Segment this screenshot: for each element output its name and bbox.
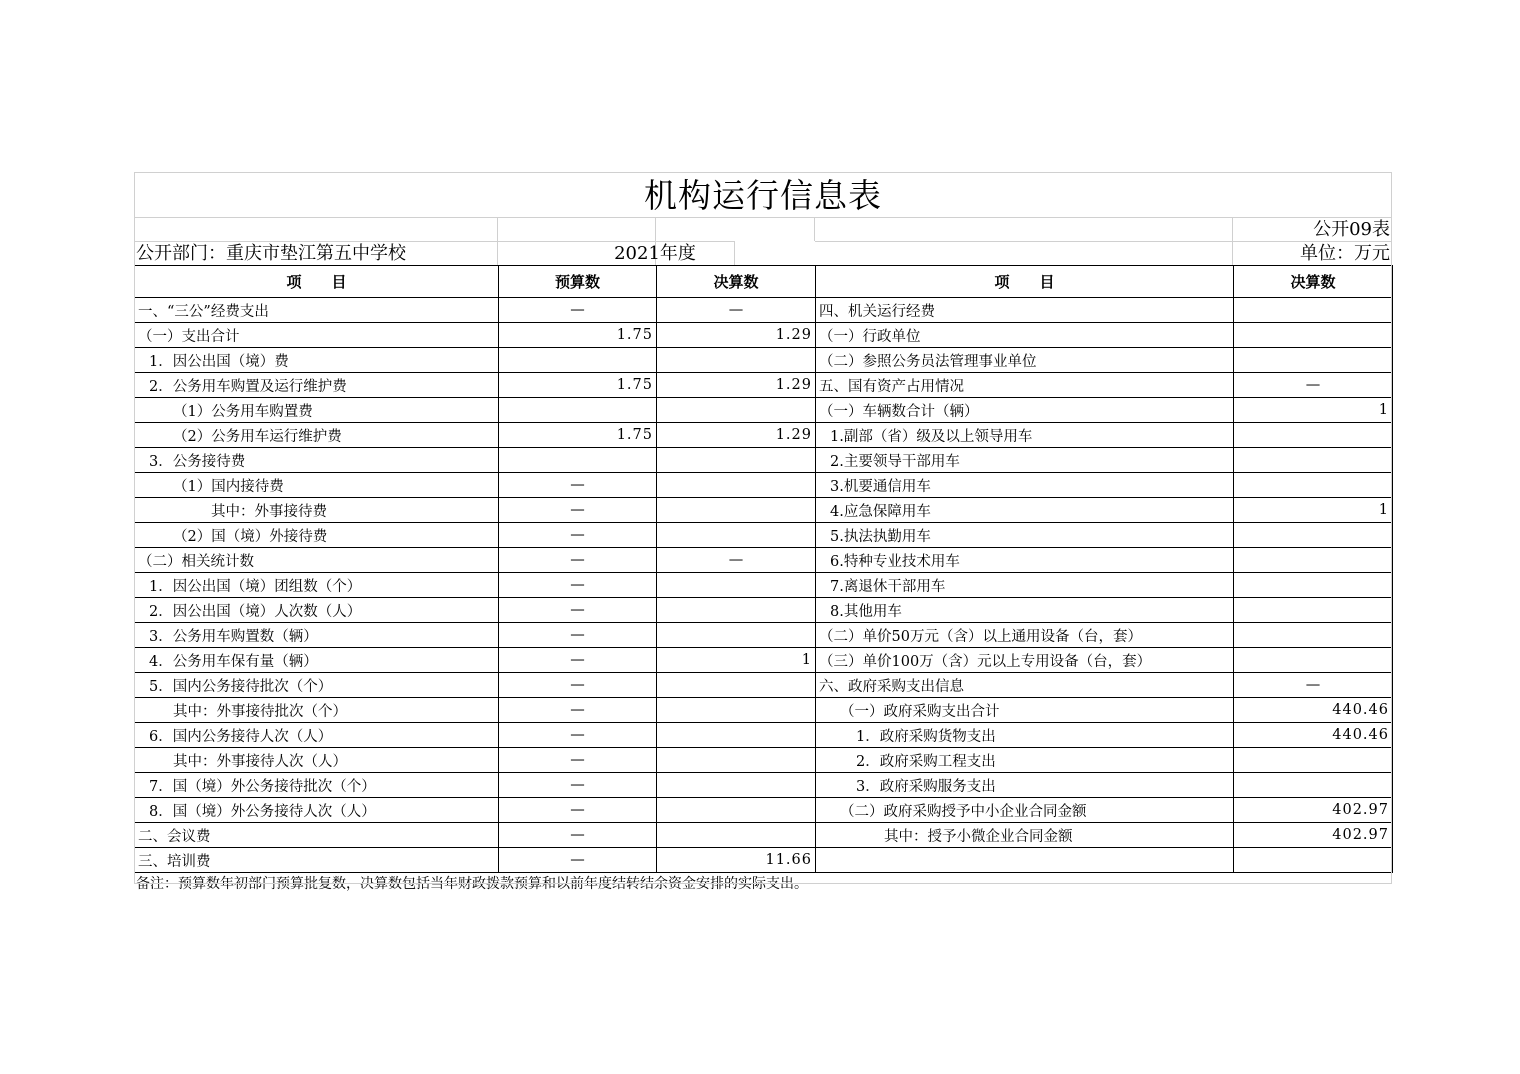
row-budget: — (499, 798, 657, 823)
row-final-right (1234, 573, 1393, 598)
row-item-left: 其中：外事接待人次（人） (135, 748, 499, 773)
row-budget: — (499, 498, 657, 523)
row-budget: 1.75 (499, 373, 657, 398)
row-final-left (657, 498, 816, 523)
row-final-left: 1.29 (657, 373, 816, 398)
row-item-right: （一）车辆数合计（辆） (816, 398, 1234, 423)
row-item-right: 5.执法执勤用车 (816, 523, 1234, 548)
row-item-right (816, 848, 1234, 873)
fiscal-year: 2021年度 (576, 241, 735, 265)
row-final-left (657, 748, 816, 773)
row-final-left (657, 573, 816, 598)
row-final-left: 1.29 (657, 423, 816, 448)
row-item-right: 其中：授予小微企业合同金额 (816, 823, 1234, 848)
table-row (135, 448, 1393, 473)
row-item-right: 3．政府采购服务支出 (816, 773, 1234, 798)
row-item-right: 7.离退休干部用车 (816, 573, 1234, 598)
row-item-left: 一、“三公”经费支出 (135, 298, 499, 323)
row-budget: — (499, 523, 657, 548)
row-item-right: 4.应急保障用车 (816, 498, 1234, 523)
row-item-left: 二、会议费 (135, 823, 499, 848)
row-final-right (1234, 623, 1393, 648)
row-item-left: 三、培训费 (135, 848, 499, 873)
row-budget: — (499, 648, 657, 673)
table-row (135, 748, 1393, 773)
row-budget: — (499, 623, 657, 648)
table-row (135, 598, 1393, 623)
row-item-left: （二）相关统计数 (135, 548, 499, 573)
unit-label: 单位：万元 (1233, 241, 1392, 265)
row-budget: — (499, 848, 657, 873)
row-budget: — (499, 548, 657, 573)
table-row (135, 423, 1393, 448)
row-item-left: 2．因公出国（境）人次数（人） (135, 598, 499, 623)
row-final-left (657, 598, 816, 623)
row-final-right: 1 (1234, 398, 1393, 423)
table-row (135, 548, 1393, 573)
table-row (135, 573, 1393, 598)
row-final-left: 11.66 (657, 848, 816, 873)
table-row (135, 348, 1393, 373)
row-budget (499, 348, 657, 373)
row-final-right (1234, 773, 1393, 798)
row-final-right (1234, 648, 1393, 673)
table-row (135, 823, 1393, 848)
row-item-left: （2）国（境）外接待费 (135, 523, 499, 548)
row-item-left: 1．因公出国（境）团组数（个） (135, 573, 499, 598)
row-final-left (657, 348, 816, 373)
row-final-left: — (657, 298, 816, 323)
meta-blank (815, 217, 1233, 241)
row-final-left: 1.29 (657, 323, 816, 348)
table-row (135, 298, 1393, 323)
table-row (135, 698, 1393, 723)
row-item-right: 四、机关运行经费 (816, 298, 1234, 323)
report-sheet (134, 172, 1392, 896)
row-item-left: 3．公务用车购置数（辆） (135, 623, 499, 648)
header-item-right: 项 目 (816, 266, 1234, 298)
row-final-right (1234, 598, 1393, 623)
row-final-right (1234, 473, 1393, 498)
row-budget: — (499, 773, 657, 798)
table-row (135, 773, 1393, 798)
row-final-left (657, 773, 816, 798)
row-final-right: 402.97 (1234, 823, 1393, 848)
row-item-left: 其中：外事接待批次（个） (135, 698, 499, 723)
row-budget: — (499, 473, 657, 498)
table-row (135, 723, 1393, 748)
header-budget: 预算数 (499, 266, 657, 298)
row-item-left: 1．因公出国（境）费 (135, 348, 499, 373)
row-item-right: 1.副部（省）级及以上领导用车 (816, 423, 1234, 448)
form-code: 公开09表 (1233, 217, 1392, 241)
header-final-left: 决算数 (657, 266, 816, 298)
row-final-right: 440.46 (1234, 723, 1393, 748)
row-final-left (657, 673, 816, 698)
row-item-left: 8．国（境）外公务接待人次（人） (135, 798, 499, 823)
row-budget: — (499, 698, 657, 723)
row-final-right (1234, 323, 1393, 348)
row-final-left: — (657, 548, 816, 573)
form-code-row (134, 217, 1392, 241)
row-final-right (1234, 348, 1393, 373)
row-item-right: 3.机要通信用车 (816, 473, 1234, 498)
page-title: 机构运行信息表 (644, 176, 882, 215)
row-item-right: （三）单价100万（含）元以上专用设备（台，套） (816, 648, 1234, 673)
row-final-left: 1 (657, 648, 816, 673)
row-final-left (657, 523, 816, 548)
row-final-left (657, 723, 816, 748)
row-budget: — (499, 673, 657, 698)
row-final-left (657, 823, 816, 848)
row-budget: — (499, 573, 657, 598)
row-item-left: （1）公务用车购置费 (135, 398, 499, 423)
table-row (135, 673, 1393, 698)
info-table (134, 265, 1393, 873)
row-budget: 1.75 (499, 323, 657, 348)
meta-blank (656, 217, 815, 241)
row-final-right: — (1234, 673, 1393, 698)
department-row (134, 241, 1392, 265)
row-final-right (1234, 523, 1393, 548)
row-budget (499, 398, 657, 423)
row-item-left: 7．国（境）外公务接待批次（个） (135, 773, 499, 798)
header-item-left: 项 目 (135, 266, 499, 298)
row-item-left: （一）支出合计 (135, 323, 499, 348)
table-row (135, 848, 1393, 873)
row-final-left (657, 448, 816, 473)
row-item-right: （一）政府采购支出合计 (816, 698, 1234, 723)
row-budget: — (499, 723, 657, 748)
row-item-right: 8.其他用车 (816, 598, 1234, 623)
row-final-left (657, 798, 816, 823)
row-final-right: — (1234, 373, 1393, 398)
row-budget: 1.75 (499, 423, 657, 448)
row-final-right: 440.46 (1234, 698, 1393, 723)
row-item-right: 6.特种专业技术用车 (816, 548, 1234, 573)
table-row (135, 498, 1393, 523)
row-final-right (1234, 748, 1393, 773)
row-item-right: （二）单价50万元（含）以上通用设备（台，套） (816, 623, 1234, 648)
row-final-left (657, 623, 816, 648)
row-item-right: （二）政府采购授予中小企业合同金额 (816, 798, 1234, 823)
row-item-left: （2）公务用车运行维护费 (135, 423, 499, 448)
row-item-right: 2.主要领导干部用车 (816, 448, 1234, 473)
row-item-left: 其中：外事接待费 (135, 498, 499, 523)
row-item-left: 3．公务接待费 (135, 448, 499, 473)
row-final-right (1234, 448, 1393, 473)
footnote: 备注：预算数年初部门预算批复数，决算数包括当年财政拨款预算和以前年度结转结余资金安排的实际支出。 (136, 876, 808, 892)
table-row (135, 623, 1393, 648)
row-item-left: 2．公务用车购置及运行维护费 (135, 373, 499, 398)
row-final-left (657, 398, 816, 423)
row-item-right: （二）参照公务员法管理事业单位 (816, 348, 1234, 373)
row-item-right: 2．政府采购工程支出 (816, 748, 1234, 773)
row-final-right: 1 (1234, 498, 1393, 523)
table-row (135, 798, 1393, 823)
meta-blank (815, 241, 1233, 265)
row-budget: — (499, 598, 657, 623)
department-label: 公开部门：重庆市垫江第五中学校 (134, 241, 498, 265)
table-row (135, 323, 1393, 348)
table-row (135, 473, 1393, 498)
table-row (135, 523, 1393, 548)
table-row (135, 648, 1393, 673)
row-budget: — (499, 298, 657, 323)
row-final-right: 402.97 (1234, 798, 1393, 823)
row-final-right (1234, 548, 1393, 573)
row-budget: — (499, 748, 657, 773)
row-item-right: （一）行政单位 (816, 323, 1234, 348)
row-item-left: 4．公务用车保有量（辆） (135, 648, 499, 673)
table-row (135, 398, 1393, 423)
meta-blank (134, 217, 498, 241)
row-item-right: 六、政府采购支出信息 (816, 673, 1234, 698)
table-body (135, 298, 1393, 873)
row-final-right (1234, 848, 1393, 873)
table-row (135, 373, 1393, 398)
row-final-right (1234, 423, 1393, 448)
meta-blank (498, 217, 656, 241)
row-item-right: 1．政府采购货物支出 (816, 723, 1234, 748)
row-item-left: 5．国内公务接待批次（个） (135, 673, 499, 698)
row-final-left (657, 698, 816, 723)
row-item-left: （1）国内接待费 (135, 473, 499, 498)
table-header-row (135, 266, 1393, 298)
header-final-right: 决算数 (1234, 266, 1393, 298)
row-budget: — (499, 823, 657, 848)
row-final-left (657, 473, 816, 498)
row-item-right: 五、国有资产占用情况 (816, 373, 1234, 398)
row-item-left: 6．国内公务接待人次（人） (135, 723, 499, 748)
row-final-right (1234, 298, 1393, 323)
row-budget (499, 448, 657, 473)
